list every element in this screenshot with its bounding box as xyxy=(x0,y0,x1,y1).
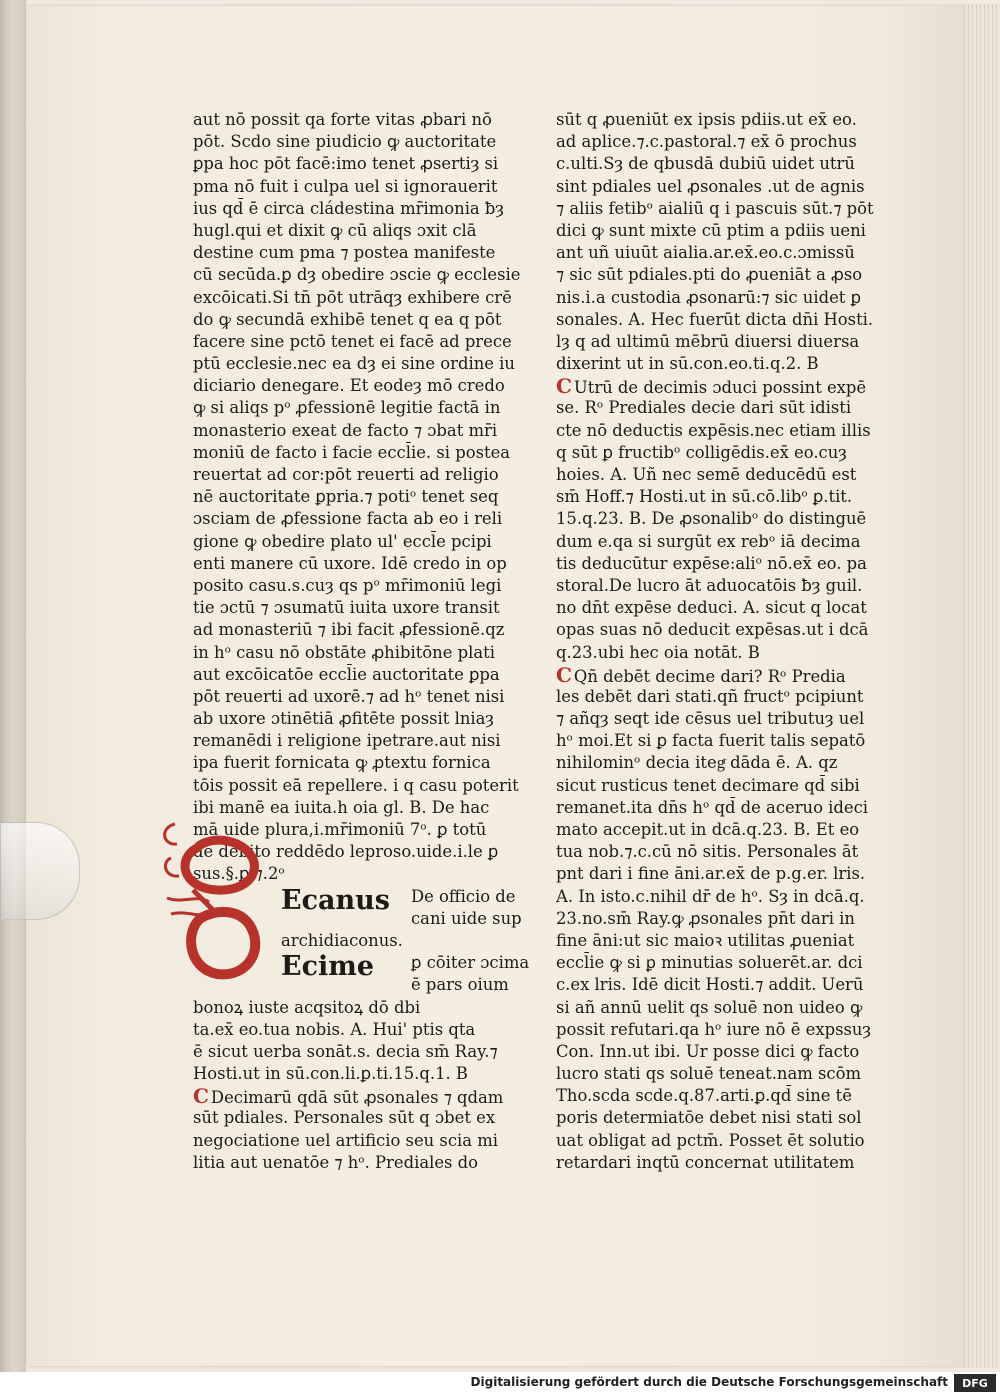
heading-decanus-note-1: De officio de xyxy=(411,886,516,906)
left-column-top-text xyxy=(193,109,538,886)
text-line: poris determiatōe debet nisi stati sol xyxy=(556,1108,862,1128)
page-edges xyxy=(964,4,1000,1368)
page-clip xyxy=(0,822,80,920)
text-line: pōt. Scdo sine piudicio ꝙ auctoritate xyxy=(193,132,497,152)
text-line: q.23.ubi hec oia notāt. B xyxy=(556,642,760,662)
text-line: ipa fuerit fornicata ꝙ ꝓtextu fornica xyxy=(193,753,491,773)
text-line: uat obligat ad pctm̄. Posset ēt solutio xyxy=(556,1130,865,1150)
text-line: ibi manē ea iuita.h oia gl. B. De hac xyxy=(193,797,490,817)
heading-decanus-note-3: archidiaconus. xyxy=(281,930,403,950)
text-line: sicut rusticus tenet decimare qd̄ sibi xyxy=(556,775,860,795)
text-line: hoies. A. Uñ nec semē deducēdū est xyxy=(556,465,857,484)
left-text-column xyxy=(193,109,538,1174)
text-line: Con. Inn.ut ibi. Ur posse dici ꝙ facto xyxy=(556,1041,860,1061)
text-line: ⁊ añqȝ seqt ide cēsus uel tributuȝ uel xyxy=(556,709,865,729)
text-line: ant uñ uiuūt aialia.ar.ex̄.eo.c.ɔmissū xyxy=(556,243,855,263)
text-line: monasterio exeat de facto ⁊ ɔbat mr̄i xyxy=(193,420,498,440)
text-line: litia aut uenatōe ⁊ hᵒ. Prediales do xyxy=(193,1152,479,1172)
text-line: tis deducūtur expēse:aliᵒ nō.ex̄ eo. pa xyxy=(556,553,867,573)
footer-bar xyxy=(0,1372,1000,1395)
text-line: no dn̄t expēse deduci. A. sicut q locat xyxy=(556,598,867,618)
text-line: tua nob.⁊.c.cū nō sitis. Personales āt xyxy=(556,842,859,862)
text-line: sūt q ꝓueniūt ex ipsis pdiis.ut ex̄ eo. xyxy=(556,110,857,129)
text-line: 15.q.23. B. De ꝓsonalibᵒ do distinguē xyxy=(556,509,867,529)
text-line: mā uide plura,i.mr̄imoniū 7ᵒ. ꝑ totū xyxy=(193,820,487,839)
text-line: pōt reuerti ad uxorē.⁊ ad hᵒ tenet nisi xyxy=(193,686,505,706)
text-line: ꝙ si aliqs pᵒ ꝓfessionē legitie factā in xyxy=(193,398,501,418)
text-line: remanēdi i religione ipetrare.aut nisi xyxy=(193,731,501,751)
right-column-top-text xyxy=(556,109,896,375)
text-line: sm̄ Hoff.⁊ Hosti.ut in sū.cō.libᵒ ꝑ.tit. xyxy=(556,487,853,507)
text-line: lȝ q ad ultimū mēbrū diuersi diuersa xyxy=(556,331,860,351)
text-line: A. In isto.c.nihil dr̄ de hᵒ. Sȝ in dcā.q. xyxy=(556,886,865,906)
text-line: nē auctoritate ꝑpria.⁊ potiᵒ tenet seq xyxy=(193,487,499,507)
text-line: pma nō fuit i culpa uel si ignorauerit xyxy=(193,176,498,196)
text-line: negociatione uel artificio seu scia mi xyxy=(193,1130,499,1150)
text-line: storal.De lucro āt aduocatōis ƀȝ guil. xyxy=(556,575,863,595)
text-line: ab uxore ɔtinētiā ꝓfitēte possit lniaȝ xyxy=(193,709,494,729)
text-line: ɔsciam de ꝓfessione facta ab eo i reli xyxy=(193,509,503,529)
text-line: moniū de facto i facie eccl̄ie. si postea xyxy=(193,442,511,462)
text-line: aut excōicatōe eccl̄ie auctoritate ꝑpa xyxy=(193,664,500,684)
text-line: sus.§.ꝑ.⁊.2ᵒ xyxy=(193,864,285,884)
heading-decanus-note-2: cani uide sup xyxy=(411,908,522,928)
text-line: posito casu.s.cuȝ qs pᵒ mr̄imoniū legi xyxy=(193,575,502,595)
text-line: facere sine pctō tenet ei facē ad prece xyxy=(193,331,512,351)
text-line: cū secūda.ꝑ dȝ obedire ɔscie ꝙ ecclesie xyxy=(193,265,521,285)
heading-decime: Ecime xyxy=(281,951,375,983)
text-line: nis.i.a custodia ꝓsonarū:⁊ sic uidet ꝑ xyxy=(556,287,861,307)
text-line: c.ex lris. Idē dicit Hosti.⁊ addit. Uerū xyxy=(556,975,864,995)
heading-decime-note-1: ꝑ cōiter ɔcima xyxy=(411,953,530,973)
text-line: gione ꝙ obedire plato ul' eccl̄e pcipi xyxy=(193,531,492,551)
text-line: dum e.qa si surgūt ex rebᵒ iā decima xyxy=(556,531,861,551)
right-column-middle-text-1 xyxy=(556,397,896,663)
text-line: sonales. A. Hec fuerūt dicta dn̄i Hosti. xyxy=(556,309,874,329)
text-line: do ꝙ secundā exhibē tenet q ea q pōt xyxy=(193,309,502,329)
text-line: lucro stati qs soluē teneat.nam scōm xyxy=(556,1064,861,1084)
right-rubric-line-1: C Utrū de decimis ɔduci possint expē xyxy=(556,375,867,398)
text-line: si añ annū uelit qs soluē non uideo ꝙ xyxy=(556,997,863,1017)
text-line: aut nō possit qa forte vitas ꝓbari nō xyxy=(193,110,492,129)
text-line: bonoꝝ iuste acqsitoꝝ dō dbi xyxy=(193,997,421,1017)
dfg-logo-icon: DFG xyxy=(954,1374,996,1392)
text-line: ad aplice.⁊.c.pastoral.⁊ ex̄ ō prochus xyxy=(556,132,857,152)
text-line: sūt pdiales. Personales sūt q ɔbet ex xyxy=(193,1108,496,1128)
text-line: tōis possit eā repellere. i q casu poterit xyxy=(193,775,519,795)
left-column-after-initial xyxy=(193,997,538,1086)
text-line: cte nō deductis expēsis.nec etiam illis xyxy=(556,420,871,440)
rubric-mark-icon: C xyxy=(556,663,572,686)
text-line: destine cum pma ⁊ postea manifeste xyxy=(193,243,496,263)
text-line: hugl.qui et dixit ꝙ cū aliqs ɔxit clā xyxy=(193,220,477,240)
text-line: Hosti.ut in sū.con.li.ꝑ.ti.15.q.1. B xyxy=(193,1064,468,1084)
text-line: dici ꝙ sunt mixte cū ptim a pdiis ueni xyxy=(556,220,866,240)
text-line: de debito reddēdo leproso.uide.i.le ꝑ xyxy=(193,842,499,862)
heading-decanus: Ecanus xyxy=(281,884,390,916)
text-line: q sūt ꝑ fructibᵒ colligēdis.ex̄ eo.cuȝ xyxy=(556,442,847,462)
text-line: ius qd̄ ē circa cládestina mr̄imonia ƀȝ xyxy=(193,198,504,218)
text-line: possit refutari.qa hᵒ iure nō ē expssuȝ xyxy=(556,1019,872,1039)
text-line: ad monasteriū ⁊ ibi facit ꝓfessionē.qz xyxy=(193,620,505,640)
book-binding xyxy=(0,0,26,1372)
text-line: retardari inqtū concernat utilitatem xyxy=(556,1152,855,1172)
text-line: les debēt dari stati.qñ fructᵒ pcipiunt xyxy=(556,686,864,706)
text-line: dixerint ut in sū.con.eo.ti.q.2. B xyxy=(556,354,819,374)
text-line: diciario denegare. Et eodeȝ mō credo xyxy=(193,376,505,396)
text-line: mato accepit.ut in dcā.q.23. B. Et eo xyxy=(556,820,860,839)
text-line: ⁊ sic sūt pdiales.pti do ꝓueniāt a ꝓso xyxy=(556,265,863,285)
heading-decime-note-2: ē pars oium xyxy=(411,975,509,995)
left-column-bottom-text xyxy=(193,1107,538,1174)
text-line: ē sicut uerba sonāt.s. decia sm̄ Ray.⁊ xyxy=(193,1041,498,1061)
text-line: Tho.scda scde.q.87.arti.ꝑ.qd̄ sine tē xyxy=(556,1086,852,1106)
rubric-mark-icon: C xyxy=(193,1085,209,1108)
text-line: ⁊ aliis fetibᵒ aialiū q i pascuis sūt.⁊ pōt xyxy=(556,198,874,218)
left-rubric-line: C Decimarū qdā sūt ꝓsonales ⁊ qdam xyxy=(193,1085,504,1108)
text-line: remanet.ita dn̄s hᵒ qd̄ de aceruo ideci xyxy=(556,797,869,817)
text-line: opas suas nō deducit expēsas.ut i dcā xyxy=(556,620,869,640)
text-line: in hᵒ casu nō obstāte ꝓhibitōne plati xyxy=(193,642,495,662)
text-line: excōicati.Si tn̄ pōt utrāqȝ exhibere crē xyxy=(193,287,512,307)
text-line: pnt dari i fine āni.ar.ex̄ de p.g.er. lris. xyxy=(556,864,866,884)
text-line: reuertat ad cor:pōt reuerti ad religio xyxy=(193,465,499,484)
text-line: ꝑpa hoc pōt facē:imo tenet ꝓsertiȝ si xyxy=(193,154,499,174)
text-line: ptū ecclesie.nec ea dȝ ei sine ordine iu xyxy=(193,354,515,374)
text-line: se. Rᵒ Prediales decie dari sūt idisti xyxy=(556,398,852,418)
rubric-mark-icon: C xyxy=(556,375,572,398)
decorated-initial-d-icon xyxy=(157,818,277,984)
text-line: tie ɔctū ⁊ ɔsumatū iuita uxore transit xyxy=(193,598,500,618)
text-line: eccl̄ie ꝙ si ꝑ minutias soluerēt.ar. dci xyxy=(556,953,863,973)
footer-credit: Digitalisierung gefördert durch die Deutsche Forschungsgemeinschaft xyxy=(470,1375,948,1389)
text-line: c.ulti.Sȝ de qbusdā dubiū uidet utrū xyxy=(556,154,855,174)
text-line: nihilominᵒ decia itegͬ dāda ē. A. qz xyxy=(556,753,838,773)
text-line: enti manere cū uxore. Idē credo in op xyxy=(193,553,507,573)
text-line: sint pdiales uel ꝓsonales .ut de agnis xyxy=(556,176,865,196)
right-text-column xyxy=(556,109,896,1174)
text-line: ta.ex̄ eo.tua nobis. A. Hui' ptis qta xyxy=(193,1019,476,1039)
text-line: fine āni:ut sic maioꝛ utilitas ꝓueniat xyxy=(556,930,855,950)
right-rubric-line-2: C Qñ debēt decime dari? Rᵒ Predia xyxy=(556,663,846,686)
right-column-middle-text-2 xyxy=(556,686,896,1174)
text-line: 23.no.sm̄ Ray.ꝙ ꝓsonales pn̄t dari in xyxy=(556,908,855,928)
text-line: hᵒ moi.Et si ꝑ facta fuerit talis sepatō xyxy=(556,731,866,751)
